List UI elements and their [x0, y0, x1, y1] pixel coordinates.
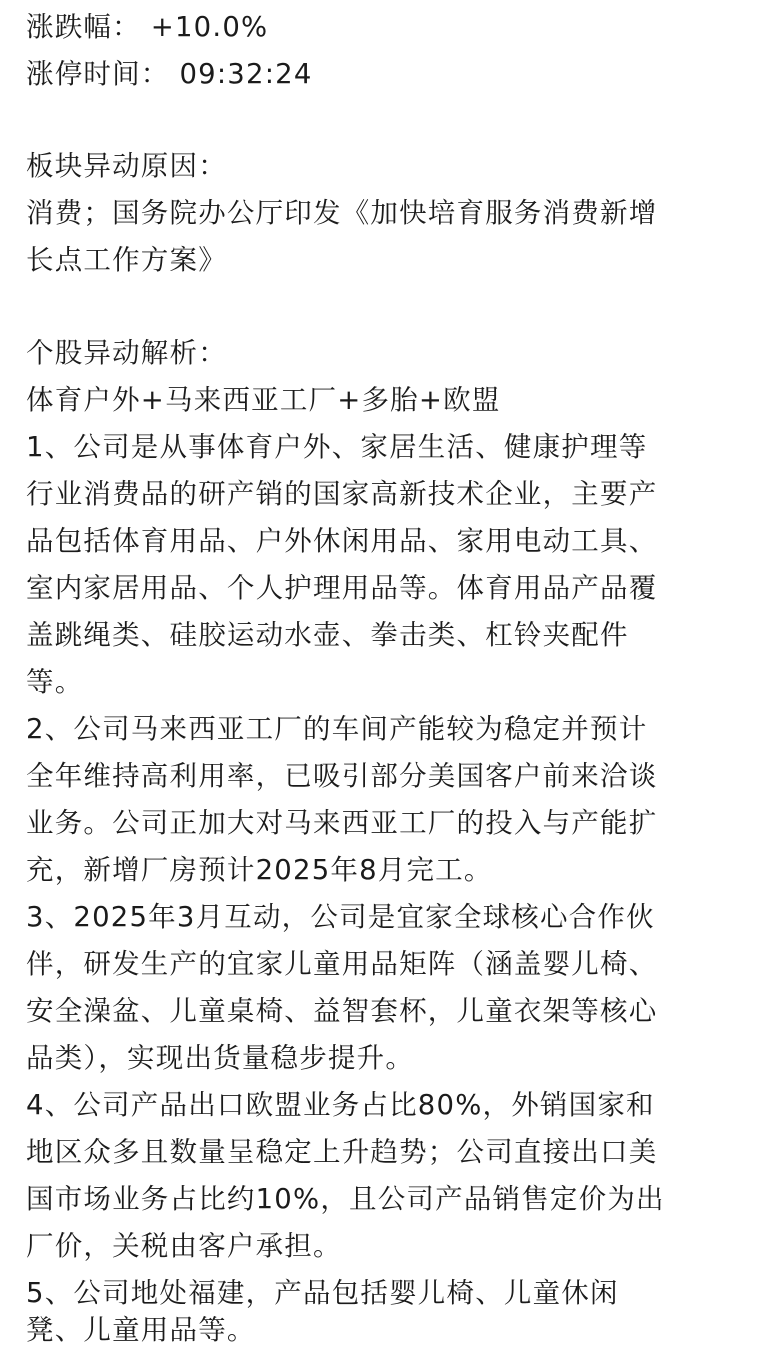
analysis-point-1-line: 等。: [26, 666, 84, 698]
analysis-point-5-line: 5、公司地处福建，产品包括婴儿椅、儿童休闲: [26, 1277, 619, 1309]
analysis-point-4-line: 4、公司产品出口欧盟业务占比80%，外销国家和: [26, 1089, 655, 1121]
analysis-point-1-line: 室内家居用品、个人护理用品等。体育用品产品覆: [26, 572, 658, 604]
analysis-point-2-line: 业务。公司正加大对马来西亚工厂的投入与产能扩: [26, 807, 658, 839]
text-line-limit-up-time: 涨停时间： 09:32:24: [26, 58, 313, 90]
sector-reason-heading: 板块异动原因：: [26, 150, 227, 182]
stock-analysis-heading: 个股异动解析：: [26, 337, 227, 369]
sector-reason-line: 消费；国务院办公厅印发《加快培育服务消费新增: [26, 197, 658, 229]
analysis-point-1-line: 盖跳绳类、硅胶运动水壶、拳击类、杠铃夹配件: [26, 619, 629, 651]
analysis-point-3-line: 伴，研发生产的宜家儿童用品矩阵（涵盖婴儿椅、: [26, 948, 658, 980]
analysis-point-4-line: 国市场业务占比约10%，且公司产品销售定价为出: [26, 1183, 665, 1215]
text-line-change-pct: 涨跌幅： +10.0%: [26, 11, 269, 43]
analysis-point-4-line: 厂价，关税由客户承担。: [26, 1230, 342, 1262]
analysis-point-1-line: 1、公司是从事体育户外、家居生活、健康护理等: [26, 431, 648, 463]
analysis-point-1-line: 品包括体育用品、户外休闲用品、家用电动工具、: [26, 525, 658, 557]
analysis-point-2-line: 充，新增厂房预计2025年8月完工。: [26, 854, 493, 886]
analysis-point-3-line: 安全澡盆、儿童桌椅、益智套杯，儿童衣架等核心: [26, 995, 658, 1027]
analysis-point-3-line: 3、2025年3月互动，公司是宜家全球核心合作伙: [26, 901, 655, 933]
stock-analysis-tags: 体育户外+马来西亚工厂+多胎+欧盟: [26, 384, 501, 416]
analysis-point-1-line: 行业消费品的研产销的国家高新技术企业，主要产: [26, 478, 658, 510]
sector-reason-line: 长点工作方案》: [26, 244, 227, 276]
analysis-point-2-line: 2、公司马来西亚工厂的车间产能较为稳定并预计: [26, 713, 648, 745]
analysis-point-4-line: 地区众多且数量呈稳定上升趋势；公司直接出口美: [26, 1136, 658, 1168]
analysis-point-3-line: 品类），实现出货量稳步提升。: [26, 1042, 415, 1074]
analysis-point-2-line: 全年维持高利用率，已吸引部分美国客户前来洽谈: [26, 760, 658, 792]
analysis-point-5-line: 凳、儿童用品等。: [26, 1314, 256, 1346]
